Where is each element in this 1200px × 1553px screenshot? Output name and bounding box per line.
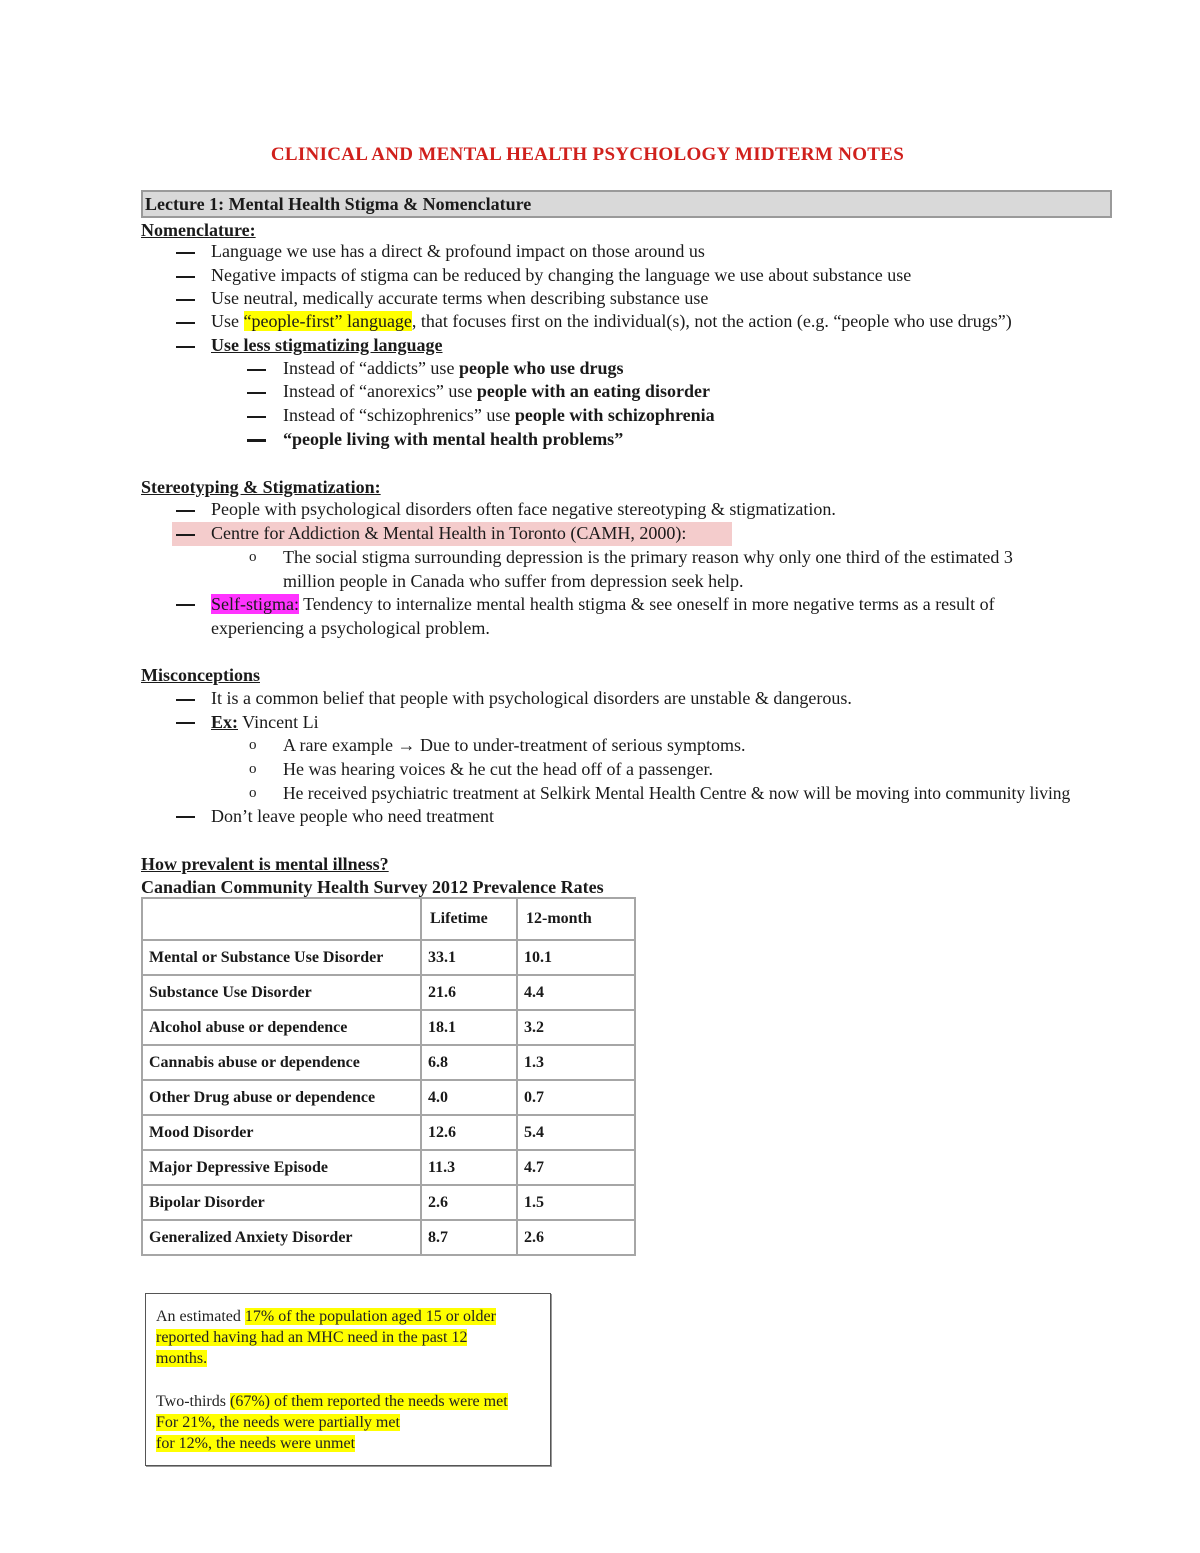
camh-bullet: Centre for Addiction & Mental Health in Toronto (CAMH, 2000): <box>211 523 687 543</box>
misconceptions-sub-1: A rare example → Due to under-treatment of serious symptoms. <box>283 735 746 755</box>
self-stigma-line-2: experiencing a psychological problem. <box>211 618 490 638</box>
stereotyping-bullet-1: People with psychological disorders often face negative stereotyping & stigmatization. <box>211 499 836 519</box>
bullet-4-suffix: , that focuses first on the individual(s), not the action (e.g. “people who use drugs”) <box>411 311 1012 331</box>
sub-bullet-addicts <box>283 357 623 380</box>
sub-bullet-dash <box>247 416 266 418</box>
circle-bullet: o <box>249 737 257 753</box>
sub-bullet-dash <box>247 369 266 371</box>
table-header-cell <box>142 898 421 940</box>
bullet-dash <box>176 510 195 512</box>
lecture-title-bar: Lecture 1: Mental Health Stigma & Nomenclature <box>141 190 1112 218</box>
self-stigma-bullet <box>211 593 995 616</box>
table-row <box>142 1220 635 1255</box>
table-cell: 2.6 <box>421 1185 517 1220</box>
table-cell: Alcohol abuse or dependence <box>142 1010 421 1045</box>
table-cell: 4.0 <box>421 1080 517 1115</box>
table-row <box>142 1115 635 1150</box>
misconceptions-sub-2: He was hearing voices & he cut the head off of a passenger. <box>283 759 714 779</box>
table-cell: Bipolar Disorder <box>142 1185 421 1220</box>
table-header-cell: 12-month <box>517 898 635 940</box>
bullet-dash <box>176 322 195 324</box>
table-cell: Mood Disorder <box>142 1115 421 1150</box>
sub-bullet-term: people with an eating disorder <box>476 381 710 401</box>
note-line-3-highlight: months. <box>156 1350 208 1367</box>
table-cell: 6.8 <box>421 1045 517 1080</box>
note-line-4-highlight: (67%) of them reported the needs were met <box>229 1393 508 1410</box>
table-cell: Major Depressive Episode <box>142 1150 421 1185</box>
table-cell: Cannabis abuse or dependence <box>142 1045 421 1080</box>
sub-bullet-anorexics <box>283 380 710 403</box>
bullet-dash <box>176 816 195 818</box>
sub-bullet-prefix: Instead of “addicts” use <box>283 358 459 378</box>
table-row <box>142 1185 635 1220</box>
note-line-6-highlight: for 12%, the needs were unmet <box>156 1435 356 1452</box>
circle-bullet: o <box>249 761 257 777</box>
bullet-dash <box>176 346 195 348</box>
prevalence-heading: How prevalent is mental illness? <box>141 854 389 874</box>
table-cell: 4.4 <box>517 975 635 1010</box>
bullet-dash <box>176 722 195 724</box>
table-cell: 12.6 <box>421 1115 517 1150</box>
sub-bullet-dash <box>247 392 266 394</box>
note-line-4-prefix: Two-thirds <box>156 1393 230 1410</box>
table-cell: 11.3 <box>421 1150 517 1185</box>
nomenclature-bullet-1: Language we use has a direct & profound impact on those around us <box>211 241 705 261</box>
bullet-dash <box>176 534 195 536</box>
table-row <box>142 975 635 1010</box>
nomenclature-heading: Nomenclature: <box>141 220 256 240</box>
people-first-highlight: “people-first” language <box>243 311 412 331</box>
note-line-5-highlight: For 21%, the needs were partially met <box>156 1414 400 1431</box>
bullet-4-prefix: Use <box>211 311 244 331</box>
sub-bullet-prefix: Instead of “anorexics” use <box>283 381 477 401</box>
table-header-row <box>142 898 635 940</box>
sub-bullet-term: people who use drugs <box>458 358 624 378</box>
table-header-cell: Lifetime <box>421 898 517 940</box>
nomenclature-bullet-2: Negative impacts of stigma can be reduced by changing the language we use about substance use <box>211 265 912 285</box>
table-row <box>142 1010 635 1045</box>
nomenclature-bullet-3: Use neutral, medically accurate terms when describing substance use <box>211 288 709 308</box>
note-line-1-prefix: An estimated <box>156 1308 245 1325</box>
note-line-2 <box>156 1328 467 1348</box>
table-cell: 8.7 <box>421 1220 517 1255</box>
table-row <box>142 1150 635 1185</box>
table-row <box>142 1045 635 1080</box>
note-line-4 <box>156 1392 508 1412</box>
example-name: Vincent Li <box>238 712 319 732</box>
sub-bullet-prefix: Instead of “schizophrenics” use <box>283 405 515 425</box>
self-stigma-definition: Tendency to internalize mental health stigma & see oneself in more negative terms as a result of <box>299 594 995 614</box>
vincent-li-bullet <box>211 711 319 734</box>
note-line-3 <box>156 1349 207 1369</box>
table-row <box>142 940 635 975</box>
note-line-6 <box>156 1434 355 1454</box>
table-cell: 4.7 <box>517 1150 635 1185</box>
table-cell: Mental or Substance Use Disorder <box>142 940 421 975</box>
self-stigma-highlight: Self-stigma: <box>211 594 299 614</box>
table-cell: Substance Use Disorder <box>142 975 421 1010</box>
misconceptions-bullet-3: Don’t leave people who need treatment <box>211 806 495 826</box>
stereotyping-heading: Stereotyping & Stigmatization: <box>141 477 381 497</box>
table-cell: 1.5 <box>517 1185 635 1220</box>
prevalence-subheading: Canadian Community Health Survey 2012 Prevalence Rates <box>141 877 604 897</box>
circle-bullet: o <box>249 785 257 801</box>
table-cell: 33.1 <box>421 940 517 975</box>
note-line-5 <box>156 1413 400 1433</box>
sub-bullet-mental-health: “people living with mental health problems” <box>283 429 624 449</box>
table-cell: 18.1 <box>421 1010 517 1045</box>
table-cell: 0.7 <box>517 1080 635 1115</box>
note-line-1 <box>156 1307 496 1327</box>
note-line-1-highlight: 17% of the population aged 15 or older <box>244 1308 496 1325</box>
sub-bullet-dash <box>247 439 266 442</box>
bullet-dash <box>176 699 195 701</box>
depression-stigma-line-1: The social stigma surrounding depression is the primary reason why only one third of the estimated 3 <box>283 547 1013 567</box>
note-line-2-highlight: reported having had an MHC need in the past 12 <box>156 1329 468 1346</box>
table-row <box>142 1080 635 1115</box>
circle-bullet: o <box>249 549 257 565</box>
bullet-dash <box>176 252 195 254</box>
prevalence-table <box>141 897 636 1256</box>
table-cell: 2.6 <box>517 1220 635 1255</box>
table-cell: 21.6 <box>421 975 517 1010</box>
table-cell: 1.3 <box>517 1045 635 1080</box>
table-cell: 5.4 <box>517 1115 635 1150</box>
table-cell: 10.1 <box>517 940 635 975</box>
example-label: Ex: <box>211 712 238 732</box>
table-cell: Other Drug abuse or dependence <box>142 1080 421 1115</box>
document-title: CLINICAL AND MENTAL HEALTH PSYCHOLOGY MIDTERM NOTES <box>270 144 905 165</box>
sub-bullet-schizophrenics <box>283 404 715 427</box>
table-cell: Generalized Anxiety Disorder <box>142 1220 421 1255</box>
misconceptions-bullet-1: It is a common belief that people with psychological disorders are unstable & dangerous. <box>211 688 852 708</box>
bullet-dash <box>176 276 195 278</box>
bullet-dash <box>176 299 195 301</box>
nomenclature-bullet-4 <box>211 310 1012 333</box>
table-cell: 3.2 <box>517 1010 635 1045</box>
bullet-dash <box>176 604 195 606</box>
misconceptions-heading: Misconceptions <box>141 665 260 685</box>
less-stigmatizing-heading: Use less stigmatizing language <box>211 335 443 355</box>
misconceptions-sub-3: He received psychiatric treatment at Selkirk Mental Health Centre & now will be moving into community living <box>283 783 1071 803</box>
depression-stigma-line-2: million people in Canada who suffer from depression seek help. <box>283 571 744 591</box>
mhc-need-note-box <box>145 1293 551 1466</box>
sub-bullet-term: people with schizophrenia <box>514 405 715 425</box>
